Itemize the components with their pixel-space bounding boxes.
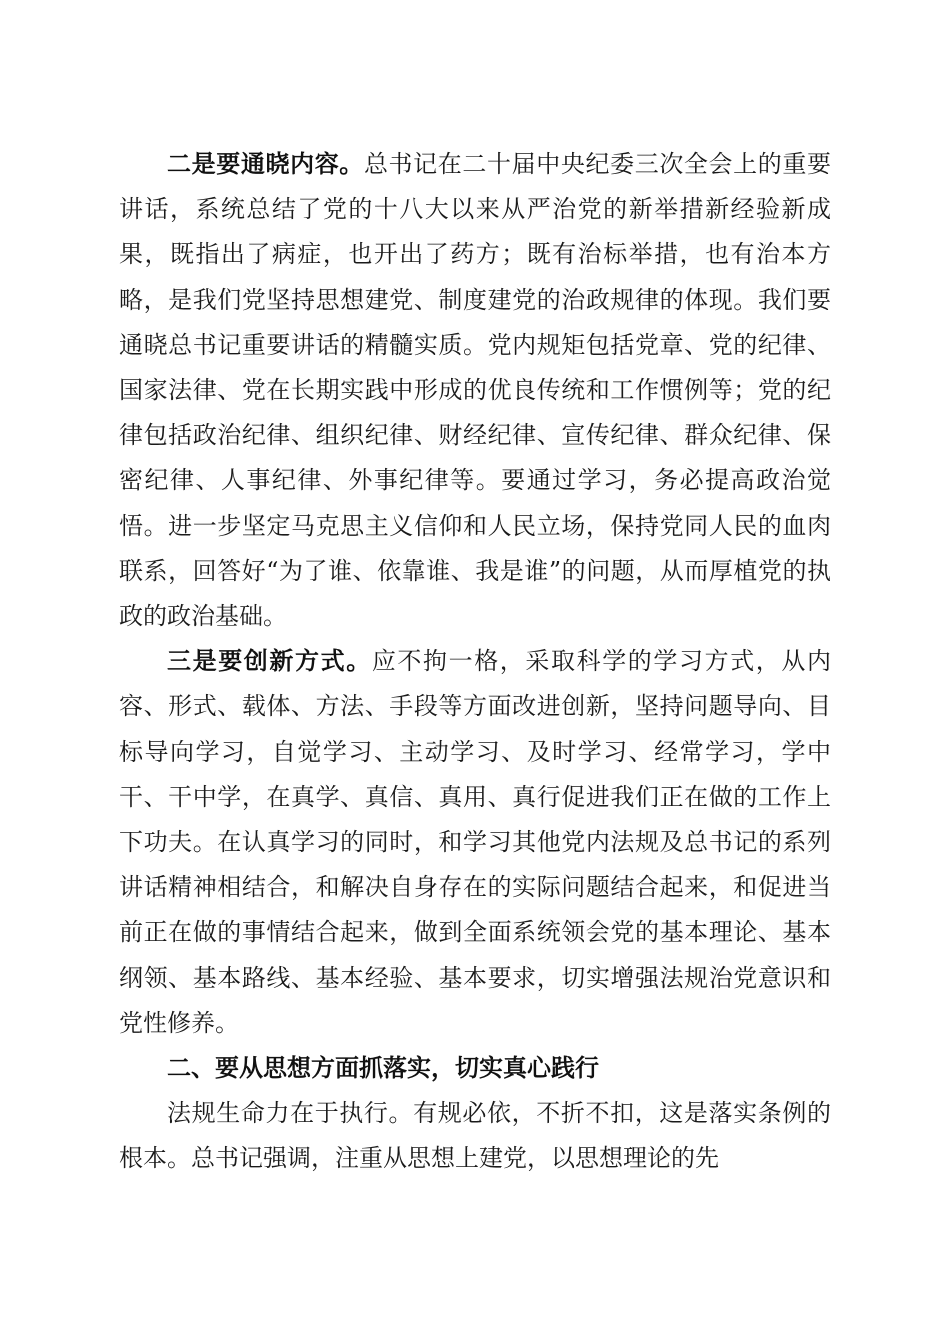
paragraph-text: 总书记在二十届中央纪委三次全会上的重要讲话，系统总结了党的十八大以来从严治党的新举措新经验新成果，既指出了病症，也开出了药方；既有治标举措，也有治本方略，是我们党坚持思想建党、制度建党的治政规律的体现。我们要通晓总书记重要讲话的精髓实质。党内规矩包括党章、党的纪律、国家法律、党在长期实践中形成的优良传统和工作惯例等；党的纪律包括政治纪律、组织纪律、财经纪律、宣传纪律、群众纪律、保密纪律、人事纪律、外事纪律等。要通过学习，务必提高政治觉悟。进一步坚定马克思主义信仰和人民立场，保持党同人民的血肉联系，回答好“为了谁、依靠谁、我是谁”的问题，从而厚植党的执政的政治基础。	[119, 150, 832, 631]
paragraph-closing: 法规生命力在于执行。有规必依，不折不扣，这是落实条例的根本。总书记强调，注重从思想上建党，以思想理论的先	[119, 1099, 831, 1173]
paragraph-innovate-methods	[119, 639, 831, 1046]
paragraph-text: 应不拘一格，采取科学的学习方式，从内容、形式、载体、方法、手段等方面改进创新，坚持问题导向、目标导向学习，自觉学习、主动学习、及时学习、经常学习，学中干、干中学，在真学、真信、真用、真行促进我们正在做的工作上下功夫。在认真学习的同时，和学习其他党内法规及总书记的系列讲话精神相结合，和解决自身存在的实际问题结合起来，和促进当前正在做的事情结合起来，做到全面系统领会党的基本理论、基本纲领、基本路线、基本经验、基本要求，切实增强法规治党意识和党性修养。	[119, 647, 832, 1037]
document-body	[119, 142, 831, 1182]
paragraph-lead: 三是要创新方式。	[167, 647, 372, 676]
section-heading: 二、要从思想方面抓落实，切实真心践行	[167, 1054, 599, 1083]
paragraph-lead: 二是要通晓内容。	[167, 150, 364, 178]
paragraph-understand-content	[119, 142, 831, 639]
